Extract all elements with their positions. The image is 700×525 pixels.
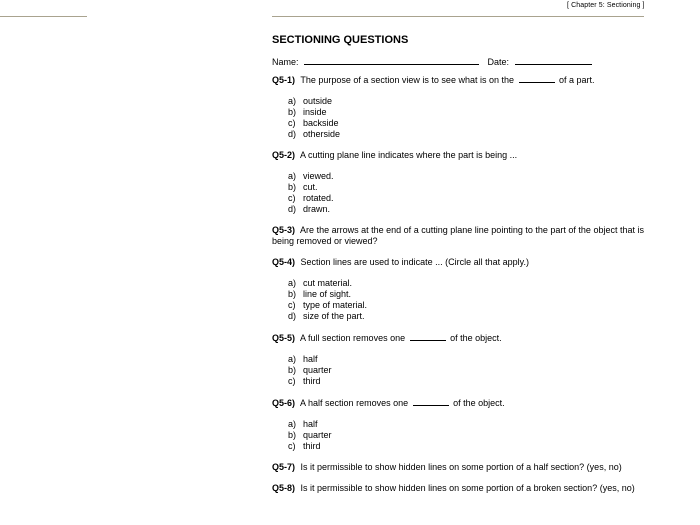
- worksheet: [272, 33, 644, 494]
- question-number: Q5-4): [272, 257, 296, 267]
- name-label: Name:: [272, 57, 299, 67]
- question-5-7: [272, 462, 644, 473]
- answer-option[interactable]: a) cut material.: [288, 278, 353, 288]
- name-field[interactable]: [304, 55, 479, 65]
- answer-option[interactable]: c) third: [288, 376, 321, 386]
- answer-option[interactable]: c) type of material.: [288, 300, 368, 310]
- question-number: Q5-8): [272, 483, 296, 493]
- answer-option[interactable]: a) outside: [288, 96, 333, 106]
- question-number: Q5-3): [272, 225, 296, 235]
- answer-option[interactable]: b) line of sight.: [288, 289, 352, 299]
- answer-blank[interactable]: [519, 74, 555, 83]
- question-5-6: [272, 397, 644, 409]
- answer-option[interactable]: c) backside: [288, 118, 339, 128]
- answer-option[interactable]: b) inside: [288, 107, 327, 117]
- answer-option[interactable]: d) size of the part.: [288, 311, 365, 321]
- answer-option[interactable]: b) quarter: [288, 365, 332, 375]
- question-text: Are the arrows at the end of a cutting plane line pointing to the part of the object that is being removed or viewed?: [272, 225, 645, 246]
- question-text: A cutting plane line indicates where the part is being ...: [300, 150, 518, 160]
- date-label: Date:: [487, 57, 510, 67]
- question-number: Q5-7): [272, 462, 296, 472]
- question-5-4: [272, 257, 644, 268]
- question-5-8: [272, 483, 644, 494]
- answer-options: [272, 278, 644, 322]
- question-text: Is it permissible to show hidden lines on some portion of a broken section? (yes, no): [300, 483, 635, 493]
- answer-option[interactable]: a) viewed.: [288, 171, 334, 181]
- answer-options: [272, 419, 644, 452]
- answer-option[interactable]: d) otherside: [288, 129, 341, 139]
- question-number: Q5-2): [272, 150, 296, 160]
- question-5-5: [272, 332, 644, 344]
- answer-options: [272, 96, 644, 140]
- question-text: A half section removes one: [300, 398, 409, 408]
- question-text: of a part.: [559, 75, 595, 85]
- question-text: Is it permissible to show hidden lines on some portion of a half section? (yes, no): [300, 462, 622, 472]
- page-title: SECTIONING QUESTIONS: [272, 34, 409, 46]
- header-rule: [272, 16, 644, 17]
- chapter-label: [ Chapter 5: Sectioning ]: [567, 2, 645, 9]
- answer-option[interactable]: d) drawn.: [288, 204, 331, 214]
- name-date-row: [272, 55, 644, 69]
- question-text: Section lines are used to indicate ... (Circle all that apply.): [300, 257, 529, 267]
- date-field[interactable]: [515, 55, 592, 65]
- answer-blank[interactable]: [410, 332, 446, 341]
- answer-option[interactable]: a) half: [288, 354, 318, 364]
- answer-options: [272, 171, 644, 215]
- question-5-3: [272, 225, 644, 247]
- answer-option[interactable]: c) third: [288, 441, 321, 451]
- question-number: Q5-6): [272, 398, 296, 408]
- question-text: A full section removes one: [300, 333, 406, 343]
- question-number: Q5-1): [272, 75, 296, 85]
- question-number: Q5-5): [272, 333, 296, 343]
- question-text: of the object.: [453, 398, 505, 408]
- answer-blank[interactable]: [413, 397, 449, 406]
- answer-option[interactable]: b) cut.: [288, 182, 318, 192]
- answer-option[interactable]: b) quarter: [288, 430, 332, 440]
- question-text: The purpose of a section view is to see what is on the: [300, 75, 514, 85]
- question-text: of the object.: [450, 333, 502, 343]
- answer-option[interactable]: c) rotated.: [288, 193, 334, 203]
- question-5-2: [272, 150, 644, 161]
- answer-option[interactable]: a) half: [288, 419, 318, 429]
- left-margin-rule: [0, 16, 87, 17]
- question-5-1: [272, 74, 644, 86]
- answer-options: [272, 354, 644, 387]
